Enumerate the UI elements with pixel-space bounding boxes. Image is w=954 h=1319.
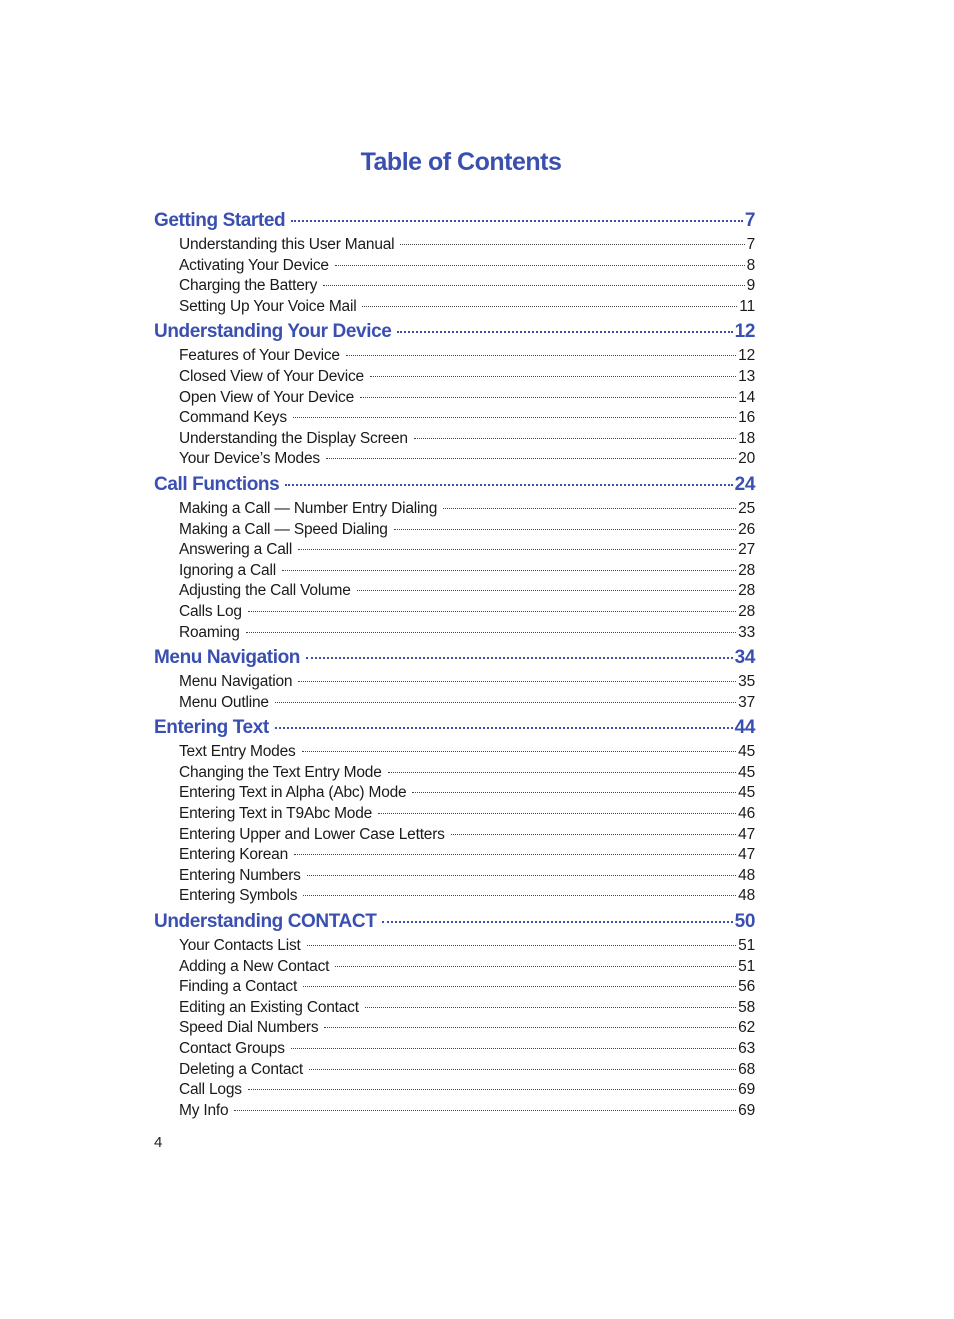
toc-entry[interactable] xyxy=(154,1080,755,1101)
dot-leader xyxy=(412,792,736,793)
entry-title: Adding a New Contact xyxy=(179,957,330,975)
page-number: 4 xyxy=(154,1134,163,1151)
toc-section xyxy=(154,715,755,907)
toc-entry[interactable] xyxy=(154,520,755,541)
toc-entry[interactable] xyxy=(154,977,755,998)
dot-leader xyxy=(370,376,736,377)
entry-title: Calls Log xyxy=(179,602,242,620)
dot-leader xyxy=(302,751,737,752)
dot-leader xyxy=(291,1048,736,1049)
dot-leader xyxy=(382,921,732,923)
dot-leader xyxy=(397,331,732,333)
entry-page-number: 12 xyxy=(738,347,755,365)
section-title: Understanding Your Device xyxy=(154,321,392,343)
section-title: Entering Text xyxy=(154,717,269,739)
dot-leader xyxy=(298,549,736,550)
dot-leader xyxy=(309,1069,736,1070)
toc-section xyxy=(154,208,755,317)
toc-section-heading[interactable] xyxy=(154,909,755,935)
dot-leader xyxy=(293,417,736,418)
entry-title: Speed Dial Numbers xyxy=(179,1019,319,1037)
entry-page-number: 45 xyxy=(738,743,755,761)
page-title: Table of Contents xyxy=(360,148,562,176)
toc-entry[interactable] xyxy=(154,346,755,367)
entry-page-number: 47 xyxy=(738,825,755,843)
toc-section-heading[interactable] xyxy=(154,208,755,234)
entry-title: Ignoring a Call xyxy=(179,561,276,579)
dot-leader xyxy=(362,306,737,307)
entry-page-number: 69 xyxy=(738,1081,755,1099)
dot-leader xyxy=(323,285,744,286)
toc-entry[interactable] xyxy=(154,1018,755,1039)
toc-entry[interactable] xyxy=(154,763,755,784)
entry-title: Finding a Contact xyxy=(179,978,298,996)
entry-page-number: 51 xyxy=(738,937,755,955)
dot-leader xyxy=(394,529,736,530)
section-page-number: 24 xyxy=(734,473,755,495)
entry-page-number: 69 xyxy=(738,1101,755,1119)
toc-entry-list xyxy=(154,672,755,713)
toc-entry[interactable] xyxy=(154,825,755,846)
entry-title: Closed View of Your Device xyxy=(179,367,364,385)
entry-title: Understanding the Display Screen xyxy=(179,429,408,447)
dot-leader xyxy=(388,772,737,773)
entry-page-number: 9 xyxy=(746,277,755,295)
entry-page-number: 51 xyxy=(738,957,755,975)
entry-title: Your Device’s Modes xyxy=(179,450,320,468)
entry-page-number: 8 xyxy=(746,256,755,274)
entry-title: Charging the Battery xyxy=(179,277,318,295)
dot-leader xyxy=(335,966,736,967)
dot-leader xyxy=(248,611,736,612)
toc-entry[interactable] xyxy=(154,367,755,388)
toc-entry[interactable] xyxy=(154,845,755,866)
toc-entry[interactable] xyxy=(154,602,755,623)
entry-page-number: 37 xyxy=(738,693,755,711)
entry-page-number: 14 xyxy=(738,388,755,406)
toc-entry-list xyxy=(154,235,755,317)
toc-entry[interactable] xyxy=(154,235,755,256)
entry-title: Call Logs xyxy=(179,1081,242,1099)
toc-entry[interactable] xyxy=(154,693,755,714)
toc-section xyxy=(154,909,755,1121)
dot-leader xyxy=(414,438,736,439)
dot-leader xyxy=(303,986,736,987)
toc-entry[interactable] xyxy=(154,1060,755,1081)
entry-title: Making a Call — Number Entry Dialing xyxy=(179,499,438,517)
entry-page-number: 56 xyxy=(738,978,755,996)
dot-leader xyxy=(306,657,733,659)
entry-title: Menu Outline xyxy=(179,693,269,711)
toc-entry[interactable] xyxy=(154,276,755,297)
entry-page-number: 25 xyxy=(738,499,755,517)
entry-page-number: 28 xyxy=(738,582,755,600)
entry-page-number: 27 xyxy=(738,541,755,559)
toc-entry[interactable] xyxy=(154,256,755,277)
toc-entry[interactable] xyxy=(154,540,755,561)
entry-page-number: 13 xyxy=(738,367,755,385)
toc-entry[interactable] xyxy=(154,936,755,957)
entry-title: Your Contacts List xyxy=(179,937,301,955)
dot-leader xyxy=(307,875,736,876)
toc-entry-list xyxy=(154,742,755,907)
entry-title: Understanding this User Manual xyxy=(179,236,395,253)
section-title: Menu Navigation xyxy=(154,647,301,669)
entry-title: Activating Your Device xyxy=(179,256,329,274)
entry-page-number: 48 xyxy=(738,887,755,905)
entry-title: Entering Symbols xyxy=(179,887,298,905)
section-page-number: 50 xyxy=(734,911,755,933)
entry-title: Setting Up Your Voice Mail xyxy=(179,297,357,315)
entry-page-number: 28 xyxy=(738,602,755,620)
section-page-number: 12 xyxy=(734,321,755,343)
toc-entry[interactable] xyxy=(154,783,755,804)
entry-title: Contact Groups xyxy=(179,1040,285,1057)
dot-leader xyxy=(291,220,743,222)
entry-title: Command Keys xyxy=(179,409,287,427)
dot-leader xyxy=(443,508,736,509)
toc-entry[interactable] xyxy=(154,429,755,450)
dot-leader xyxy=(246,632,737,633)
dot-leader xyxy=(357,590,737,591)
toc-entry[interactable] xyxy=(154,886,755,907)
entry-page-number: 18 xyxy=(738,429,755,447)
entry-page-number: 7 xyxy=(746,236,755,253)
dot-leader xyxy=(275,702,736,703)
table-of-contents xyxy=(154,208,755,1123)
dot-leader xyxy=(360,397,736,398)
entry-title: Entering Korean xyxy=(179,846,289,864)
toc-entry[interactable] xyxy=(154,581,755,602)
entry-title: Deleting a Contact xyxy=(179,1060,303,1078)
entry-page-number: 46 xyxy=(738,805,755,823)
dot-leader xyxy=(346,355,736,356)
toc-section xyxy=(154,645,755,713)
toc-section-heading[interactable] xyxy=(154,715,755,741)
toc-entry[interactable] xyxy=(154,449,755,470)
toc-entry[interactable] xyxy=(154,499,755,520)
dot-leader xyxy=(285,484,732,486)
dot-leader xyxy=(294,854,736,855)
dot-leader xyxy=(275,727,733,729)
entry-page-number: 62 xyxy=(738,1019,755,1037)
entry-title: Entering Upper and Lower Case Letters xyxy=(179,825,445,843)
entry-title: Answering a Call xyxy=(179,541,293,559)
toc-entry-list xyxy=(154,346,755,470)
entry-page-number: 58 xyxy=(738,998,755,1016)
entry-page-number: 35 xyxy=(738,673,755,691)
dot-leader xyxy=(365,1007,736,1008)
entry-title: Entering Text in T9Abc Mode xyxy=(179,805,373,823)
toc-entry-list xyxy=(154,499,755,643)
toc-entry[interactable] xyxy=(154,297,755,318)
dot-leader xyxy=(335,265,745,266)
entry-title: Text Entry Modes xyxy=(179,743,296,761)
toc-section xyxy=(154,319,755,470)
entry-page-number: 20 xyxy=(738,450,755,468)
entry-title: Menu Navigation xyxy=(179,673,293,691)
toc-section-heading[interactable] xyxy=(154,645,755,671)
dot-leader xyxy=(234,1110,736,1111)
toc-entry[interactable] xyxy=(154,561,755,582)
entry-page-number: 26 xyxy=(738,520,755,538)
toc-entry[interactable] xyxy=(154,866,755,887)
entry-title: Entering Text in Alpha (Abc) Mode xyxy=(179,784,407,802)
toc-entry[interactable] xyxy=(154,1039,755,1060)
entry-page-number: 33 xyxy=(738,623,755,641)
dot-leader xyxy=(307,945,737,946)
entry-page-number: 16 xyxy=(738,409,755,427)
toc-entry[interactable] xyxy=(154,804,755,825)
toc-entry-list xyxy=(154,936,755,1121)
entry-title: Editing an Existing Contact xyxy=(179,998,359,1016)
toc-entry[interactable] xyxy=(154,998,755,1019)
entry-title: Roaming xyxy=(179,623,240,641)
entry-title: Features of Your Device xyxy=(179,347,340,365)
dot-leader xyxy=(378,813,736,814)
dot-leader xyxy=(303,895,736,896)
toc-entry[interactable] xyxy=(154,1101,755,1122)
dot-leader xyxy=(282,570,736,571)
entry-page-number: 45 xyxy=(738,763,755,781)
dot-leader xyxy=(248,1089,736,1090)
entry-title: Making a Call — Speed Dialing xyxy=(179,520,388,538)
entry-title: Open View of Your Device xyxy=(179,388,355,406)
entry-page-number: 47 xyxy=(738,846,755,864)
entry-page-number: 28 xyxy=(738,561,755,579)
entry-page-number: 48 xyxy=(738,866,755,884)
entry-title: Adjusting the Call Volume xyxy=(179,582,351,600)
dot-leader xyxy=(324,1027,736,1028)
dot-leader xyxy=(326,458,736,459)
section-page-number: 44 xyxy=(734,717,755,739)
toc-entry[interactable] xyxy=(154,672,755,693)
section-title: Understanding CONTACT xyxy=(154,911,377,933)
toc-entry[interactable] xyxy=(154,623,755,644)
toc-entry[interactable] xyxy=(154,742,755,763)
toc-section xyxy=(154,472,755,643)
entry-title: Entering Numbers xyxy=(179,866,301,884)
toc-section-heading[interactable] xyxy=(154,319,755,345)
entry-page-number: 45 xyxy=(738,784,755,802)
toc-entry[interactable] xyxy=(154,408,755,429)
section-page-number: 34 xyxy=(734,647,755,669)
dot-leader xyxy=(451,834,736,835)
entry-title: My Info xyxy=(179,1101,229,1119)
section-title: Call Functions xyxy=(154,473,280,495)
toc-section-heading[interactable] xyxy=(154,472,755,498)
entry-page-number: 68 xyxy=(738,1060,755,1078)
dot-leader xyxy=(298,681,736,682)
section-page-number: 7 xyxy=(744,210,755,231)
entry-page-number: 11 xyxy=(739,297,755,315)
entry-page-number: 63 xyxy=(738,1040,755,1057)
entry-title: Changing the Text Entry Mode xyxy=(179,763,382,781)
section-title: Getting Started xyxy=(154,210,286,231)
toc-entry[interactable] xyxy=(154,957,755,978)
dot-leader xyxy=(400,244,744,245)
toc-entry[interactable] xyxy=(154,388,755,409)
